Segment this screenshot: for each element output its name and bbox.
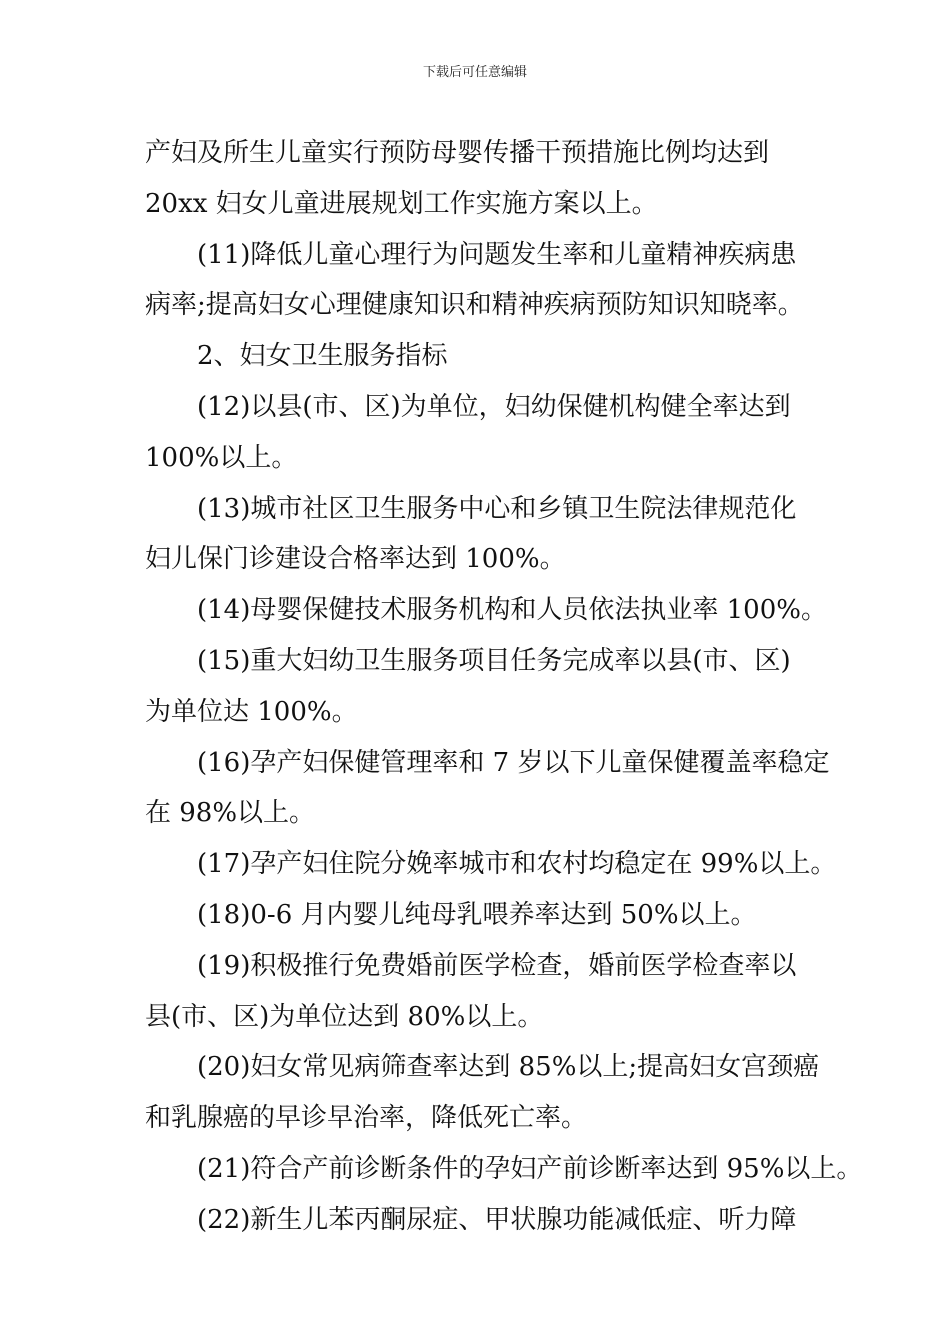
text-line: (15)重大妇幼卫生服务项目任务完成率以县(市、区) [197, 645, 791, 676]
text-line: (22)新生儿苯丙酮尿症、甲状腺功能减低症、听力障 [197, 1204, 797, 1235]
text-line: 100%以上。 [145, 442, 298, 473]
text-line: 产妇及所生儿童实行预防母婴传播干预措施比例均达到 [145, 138, 770, 168]
text-line: (16)孕产妇保健管理率和 7 岁以下儿童保健覆盖率稳定 [197, 747, 830, 778]
text-line: (13)城市社区卫生服务中心和乡镇卫生院法律规范化 [197, 493, 797, 524]
text-line: 妇儿保门诊建设合格率达到 100%。 [145, 544, 566, 575]
text-line: 20xx 妇女儿童进展规划工作实施方案以上。 [145, 188, 658, 219]
text-line: 为单位达 100%。 [145, 696, 358, 727]
text-line: (18)0-6 月内婴儿纯母乳喂养率达到 50%以上。 [197, 899, 757, 930]
text-line: (11)降低儿童心理行为问题发生率和儿童精神疾病患 [197, 239, 797, 270]
text-line: (19)积极推行免费婚前医学检查，婚前医学检查率以 [197, 950, 797, 981]
text-line: (17)孕产妇住院分娩率城市和农村均稳定在 99%以上。 [197, 849, 837, 880]
text-line: (14)母婴保健技术服务机构和人员依法执业率 100%。 [197, 595, 827, 626]
text-line: (21)符合产前诊断条件的孕妇产前诊断率达到 95%以上。 [197, 1153, 863, 1184]
page-header: 下载后可任意编辑 [422, 65, 527, 80]
text-line: 县(市、区)为单位达到 80%以上。 [145, 1001, 544, 1032]
document-body [145, 128, 863, 1246]
text-line: (12)以县(市、区)为单位，妇幼保健机构健全率达到 [197, 391, 791, 422]
text-line: 病率;提高妇女心理健康知识和精神疾病预防知识知晓率。 [145, 290, 804, 321]
text-line: (20)妇女常见病筛查率达到 85%以上;提高妇女宫颈癌 [197, 1052, 820, 1083]
text-line: 在 98%以上。 [145, 798, 316, 829]
text-line: 和乳腺癌的早诊早治率，降低死亡率。 [145, 1103, 588, 1134]
section-heading: 2、妇女卫生服务指标 [197, 341, 448, 372]
